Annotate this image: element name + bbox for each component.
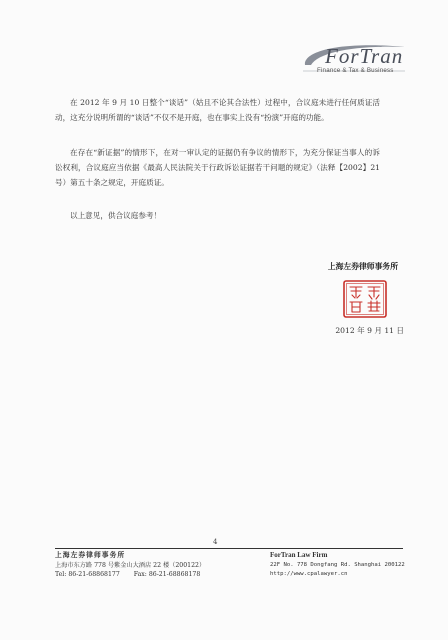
footer-tel: Tel: 86-21-68868177 [55,571,120,578]
logo-tagline: Finance & Tax & Business [317,67,394,74]
fortran-logo [301,43,407,77]
footer-address-en: 22F No. 778 Dongfang Rd. Shanghai 200122 [270,561,405,568]
lawyer-seal-stamp [342,279,388,319]
body-paragraph-3: 以上意见，供合议庭参考！ [70,211,162,220]
footer-website-link[interactable]: http://www.cpalawyer.cn [270,571,348,577]
footer-contact-row [55,570,255,580]
footer-right-block [270,551,410,580]
footer-fax: Fax: 86-21-68868178 [133,571,201,578]
body-paragraph-1: 在 2012 年 9 月 10 日整个“谈话”（姑且不论其合法性）过程中，合议庭未进行任何质证活动，这充分说明所谓的“谈话”不仅不是开庭，也在事实上没有“扮演”开庭的功能。 [55,98,380,123]
page-number: 4 [213,538,218,546]
footer-divider [55,548,403,549]
footer-left-block [55,551,255,580]
logo-name: ForTran [325,44,404,68]
footer-firm-name-cn: 上海左券律师事务所 [55,551,126,559]
body-paragraph-2: 在存在“新证据”的情形下，在对一审认定的证据仍有争议的情形下，为充分保证当事人的诉讼权利，合议庭应当依据《最高人民法院关于行政诉讼证据若干问题的规定》（法释【2002】21 号）第五十条之规定，开庭质证。 [55,148,380,188]
footer-firm-name-en: ForTran Law Firm [270,551,328,559]
signature-date: 2012 年 9 月 11 日 [335,326,404,335]
footer-address-cn: 上海市东方路 778 号紫金山大酒店 22 楼（200122） [55,561,206,569]
signing-firm-name: 上海左券律师事务所 [327,262,398,271]
